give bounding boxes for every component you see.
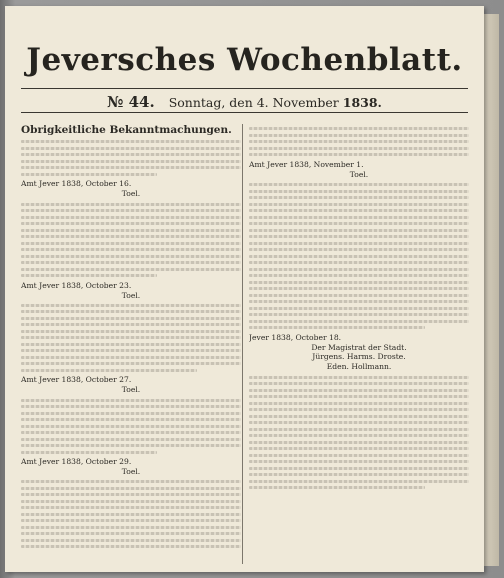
officials-line-2: Eden. Hollmann. [326,362,392,372]
issue-number: № 44. [107,93,155,111]
authority-name: Der Magistrat der Stadt. [311,342,407,352]
notice-2-text [21,203,241,278]
right-notice-1-signature: Amt Jever 1838, November 1. [249,159,364,169]
notice-2-signature: Amt Jever 1838, October 23. [21,280,132,290]
officials-line-1: Jürgens. Harms. Droste. [312,352,406,362]
right-column [249,124,469,569]
right-notice-2-text [249,183,469,329]
right-notice-3-text [249,376,469,490]
issue-year: 1838. [342,95,382,110]
notice-5-text [21,480,241,548]
issue-line [5,93,484,111]
right-notice-2-signature: Jever 1838, October 18. [249,332,342,342]
notice-2-name: Toel. [121,290,141,300]
column-divider [242,124,243,564]
notice-3-signature: Amt Jever 1838, October 27. [21,375,132,385]
issue-date: Sonntag, den 4. November [168,95,339,110]
right-notice-1-name: Toel. [349,169,369,179]
notice-4-signature: Amt Jever 1838, October 29. [21,457,132,466]
notice-4-text [21,399,241,454]
notice-1-text [21,140,241,176]
notice-3-text [21,304,241,372]
newspaper-page [5,6,484,572]
masthead-title: Jeversches Wochenblatt. [26,42,463,78]
section-title: Obrigkeitliche Bekanntmachungen. [21,124,232,136]
masthead-rule-bottom [21,112,468,113]
notice-1-signature: Amt Jever 1838, October 16. [21,179,132,189]
notice-3-name: Toel. [121,385,141,395]
right-notice-1-text [249,127,469,156]
masthead-rule-top [21,88,468,89]
notice-1-name: Toel. [121,189,141,199]
left-column [21,124,241,569]
notice-4-name: Toel. [121,466,141,476]
page-edge [483,14,499,566]
